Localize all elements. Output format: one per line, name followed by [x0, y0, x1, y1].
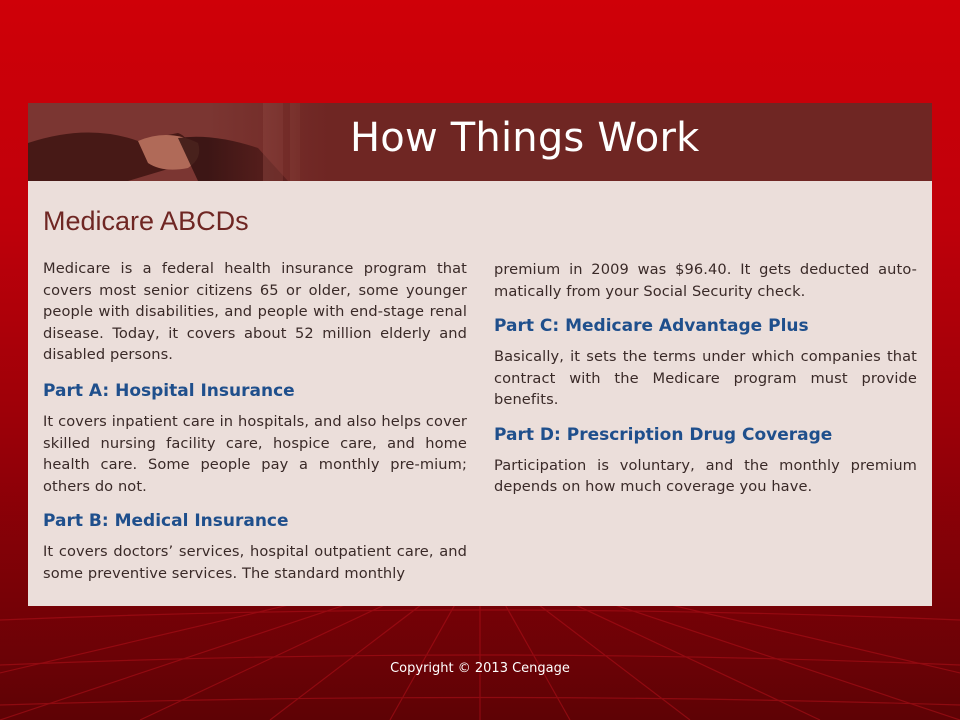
part-a-text: It covers inpatient care in hospitals, and also helps cover skilled nursing facility care, hospice care, and home health care. Some people pay a monthly pre-mium; others do not. [43, 413, 467, 495]
banner-title: How Things Work [350, 115, 700, 161]
part-b-text-continued: premium in 2009 was $96.40. It gets deducted auto-matically from your Social Security check. [494, 261, 917, 300]
article-heading: Medicare ABCDs [43, 206, 249, 236]
copyright-text: Copyright © 2013 Cengage [390, 661, 570, 676]
part-a-title: Part A: Hospital Insurance [43, 381, 295, 401]
banner [28, 103, 932, 181]
part-c-title: Part C: Medicare Advantage Plus [494, 316, 809, 336]
article-card [28, 103, 932, 606]
photo-fade [208, 103, 328, 181]
part-d-title: Part D: Prescription Drug Coverage [494, 424, 833, 445]
part-d-text: Participation is voluntary, and the monthly premium depends on how much coverage you have. [494, 456, 917, 495]
right-column [494, 259, 917, 498]
part-b-text: It covers doctors’ services, hospital outpatient care, and some preventive services. The standard monthly [43, 543, 467, 582]
part-b-title: Part B: Medical Insurance [43, 511, 289, 531]
intro-paragraph: Medicare is a federal health insurance program that covers most senior citizens 65 or older, some younger people with disabilities, and people with end-stage renal disease. Today, it covers about 52 million elderly and disabled persons. [43, 260, 467, 363]
left-column [43, 258, 467, 584]
part-c-text: Basically, it sets the terms under which companies that contract with the Medicare program must provide benefits. [494, 348, 917, 408]
